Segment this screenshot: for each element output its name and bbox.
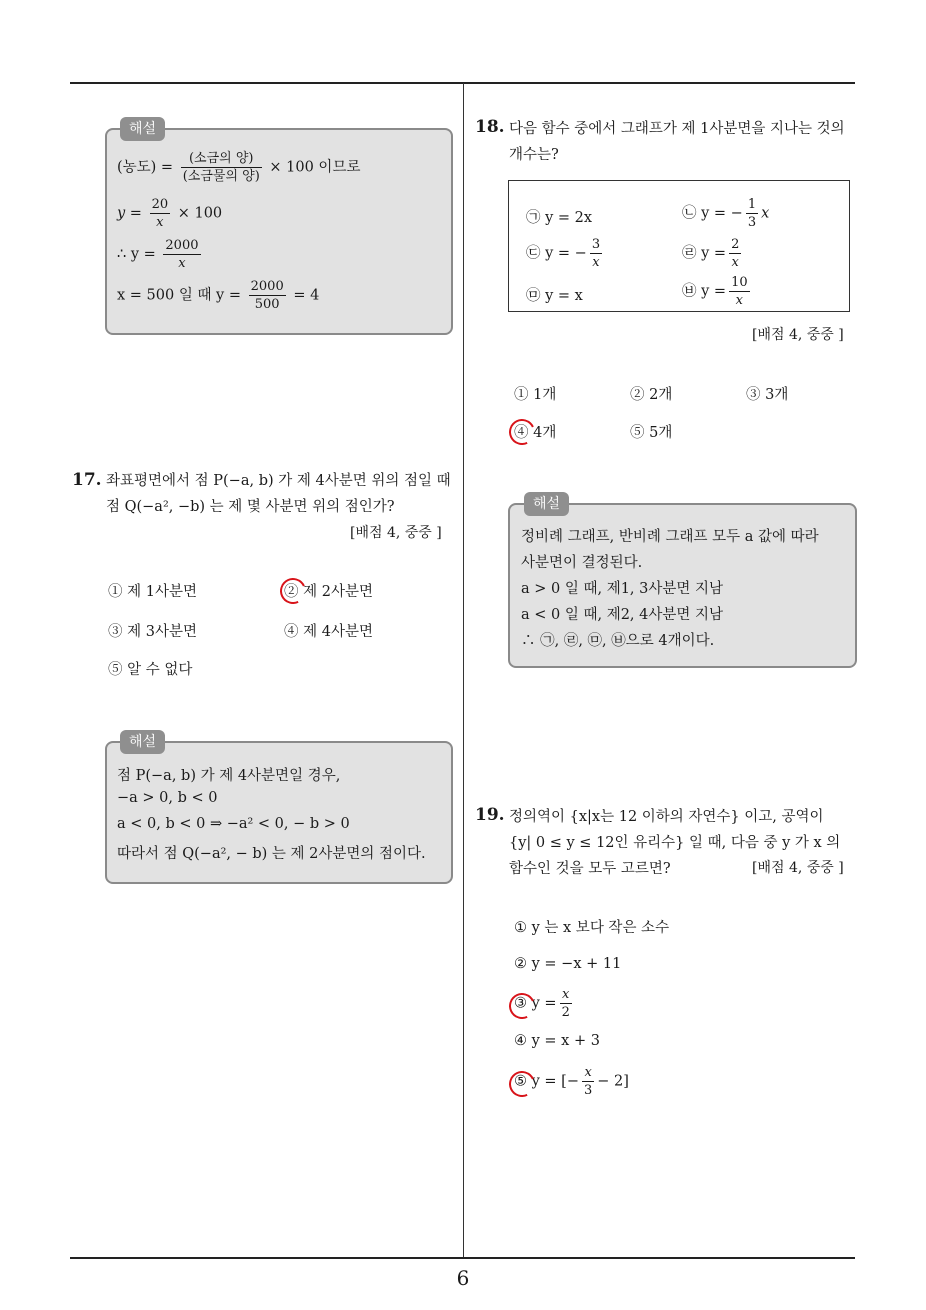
question-19-meta: [배점 4, 중중 ]	[752, 860, 844, 876]
question-17-text: 좌표평면에서 점 P(−a, b) 가 제 4사분면 위의 점일 때 점 Q(−a², −b) 는 제 몇 사분면 위의 점인가?	[106, 473, 451, 515]
q19-choice-3[interactable]: ③ y = $\frac{x}{2}$	[514, 987, 570, 1020]
q17-choice-3[interactable]: ③ 제 3사분면	[108, 624, 197, 640]
question-19-line-1: 정의역이 {x|x는 12 이하의 자연수} 이고, 공역이	[509, 809, 824, 825]
solution-16-tag: 해설	[120, 117, 165, 141]
solution-18-line-3: a > 0 일 때, 제1, 3사분면 지남	[521, 581, 724, 597]
q17-choice-2[interactable]: ② 제 2사분면	[284, 584, 373, 600]
q19-choice-4[interactable]: ④ y = x + 3	[514, 1033, 600, 1049]
q18-choice-4[interactable]: ④ 4개	[514, 425, 557, 441]
solution-18-line-5: ∴ ㉠, ㉣, ㉤, ㉥으로 4개이다.	[521, 633, 715, 649]
solution-17-tag: 해설	[120, 730, 165, 754]
question-17-meta: [배점 4, 중중 ]	[350, 525, 442, 541]
solution-17-line-3: a < 0, b < 0 ⇒ −a² < 0, − b > 0	[117, 816, 350, 832]
solution-18-line-2: 사분면이 결정된다.	[521, 555, 643, 571]
q19-choice-1[interactable]: ① y 는 x 보다 작은 소수	[514, 920, 670, 936]
question-18-number: 18.	[475, 117, 505, 137]
fraction: $\frac{\text{(소금의 양)}}{\text{(소금물의 양)}}$	[182, 151, 260, 184]
question-19-line-2: {y| 0 ≤ y ≤ 12인 유리수} 일 때, 다음 중 y 가 x 의	[509, 835, 841, 851]
question-17-number: 17.	[72, 470, 102, 490]
page-number: 6	[456, 1266, 470, 1290]
solution-17-line-4: 따라서 점 Q(−a², − b) 는 제 2사분면의 점이다.	[117, 846, 426, 862]
q18-choice-3[interactable]: ③ 3개	[746, 387, 789, 403]
solution-18-tag: 해설	[524, 492, 569, 516]
q19-choice-2[interactable]: ② y = −x + 11	[514, 956, 622, 972]
q18-choice-5[interactable]: ⑤ 5개	[630, 425, 673, 441]
column-divider	[463, 83, 464, 1258]
solution-18-line-1: 정비례 그래프, 반비례 그래프 모두 a 값에 따라	[521, 529, 819, 545]
q18-option-4: ㉣ y = $\frac{2}{x}$	[682, 237, 740, 270]
question-18-meta: [배점 4, 중중 ]	[752, 327, 844, 343]
q17-choice-4[interactable]: ④ 제 4사분면	[284, 624, 373, 640]
solution-16-line-4: x = 500 일 때 y = $\frac{2000}{500}$ = 4	[117, 279, 320, 312]
solution-16-line-3: ∴ y = $\frac{2000}{x}$	[117, 238, 199, 271]
solution-17-line-1: 점 P(−a, b) 가 제 4사분면일 경우,	[117, 768, 341, 784]
question-19-number: 19.	[475, 805, 505, 825]
solution-18-line-4: a < 0 일 때, 제2, 4사분면 지남	[521, 607, 724, 623]
q18-option-5: ㉤ y = x	[526, 288, 583, 304]
question-18-text: 다음 함수 중에서 그래프가 제 1사분면을 지나는 것의 개수는?	[509, 121, 845, 163]
solution-16-line-2: y = $\frac{20}{x}$ × 100	[117, 197, 223, 230]
q18-option-3: ㉢ y = − $\frac{3}{x}$	[526, 237, 601, 270]
q18-option-2: ㉡ y = − $\frac{1}{3}$ x	[682, 197, 770, 230]
q17-choice-5[interactable]: ⑤ 알 수 없다	[108, 662, 193, 678]
q19-choice-5[interactable]: ⑤ y = [− $\frac{x}{3}$ − 2]	[514, 1065, 629, 1098]
solution-16-line-1: (농도) = $\frac{\text{(소금의 양)}}{\text{(소금물의 양)}}$ × 100 이므로	[117, 151, 361, 184]
q18-choice-2[interactable]: ② 2개	[630, 387, 673, 403]
q18-option-6: ㉥ y = $\frac{10}{x}$	[682, 275, 748, 308]
question-19-line-3: 함수인 것을 모두 고르면?	[509, 861, 671, 877]
bottom-rule	[70, 1257, 855, 1259]
q18-choice-1[interactable]: ① 1개	[514, 387, 557, 403]
solution-17-line-2: −a > 0, b < 0	[117, 790, 218, 806]
q17-choice-1[interactable]: ① 제 1사분면	[108, 584, 197, 600]
q18-option-1: ㉠ y = 2x	[526, 210, 593, 226]
